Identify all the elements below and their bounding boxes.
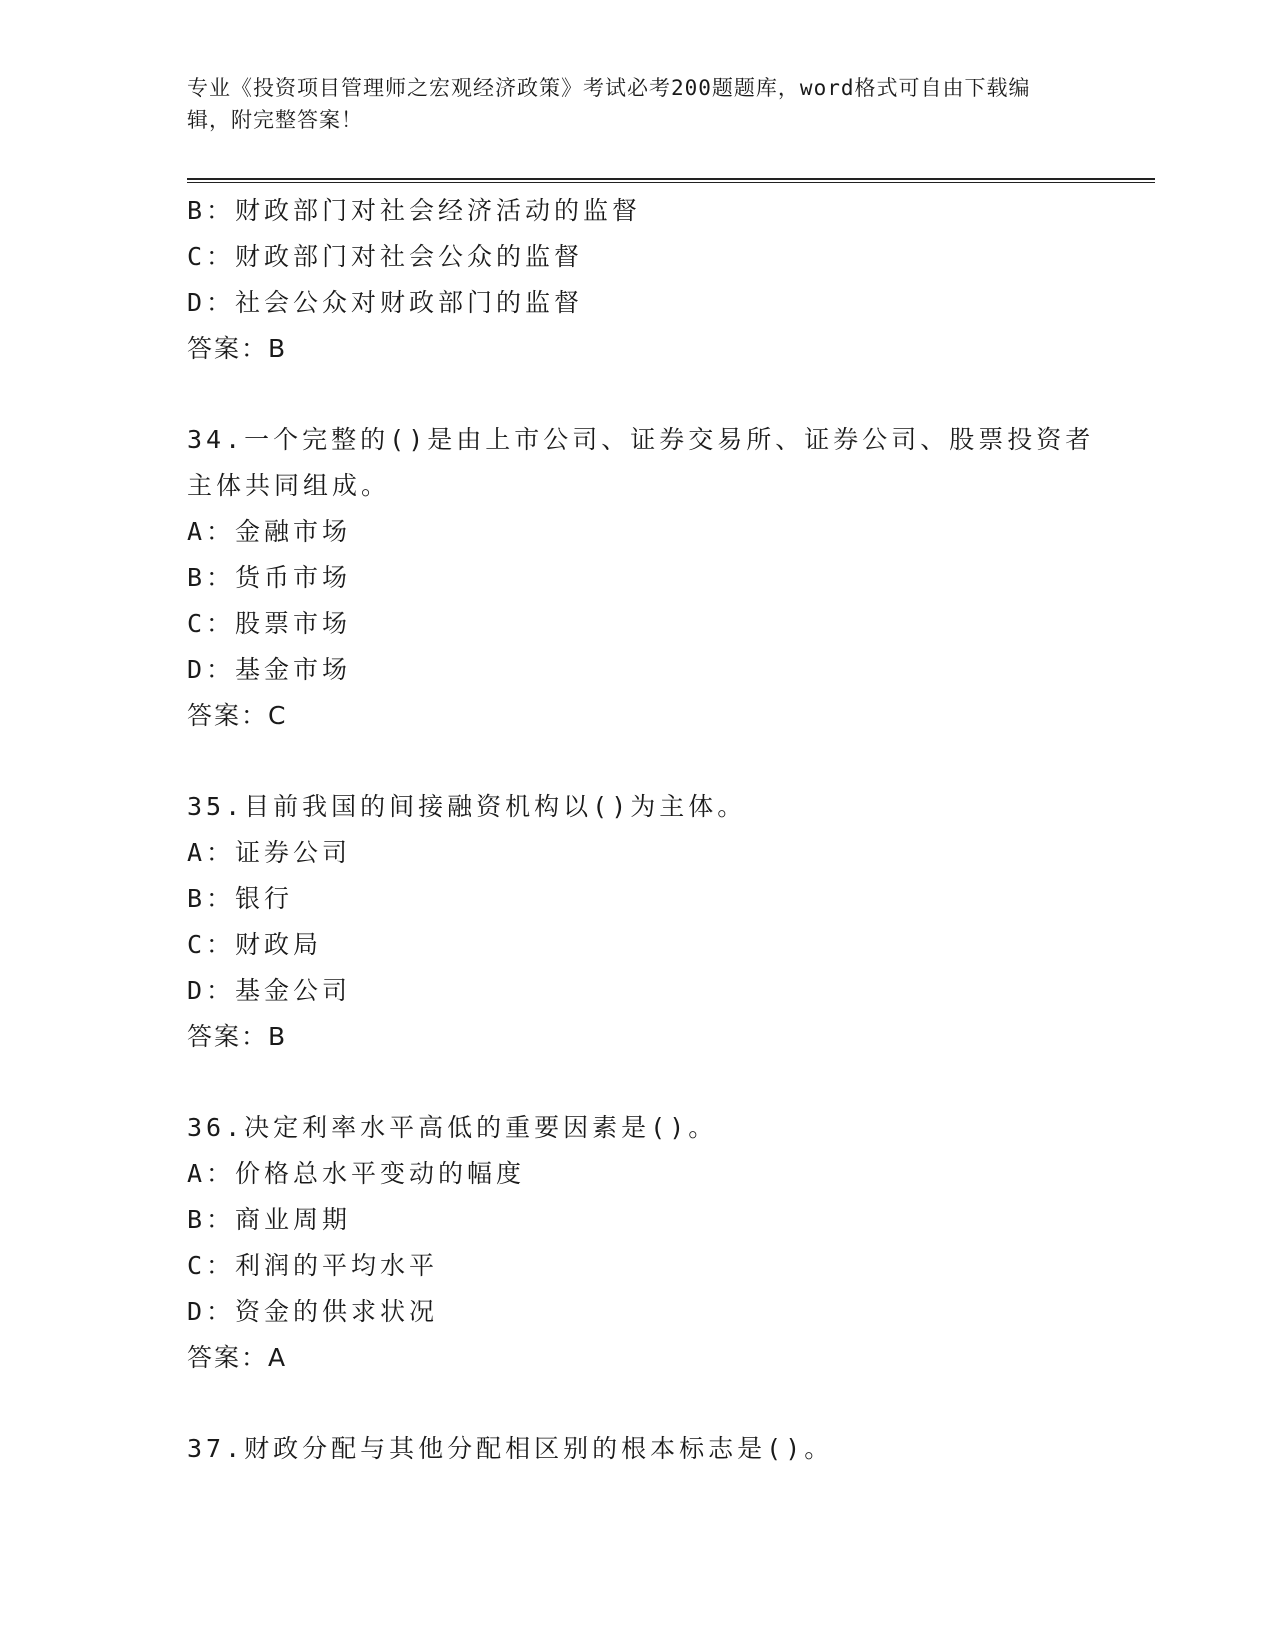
- option-a: A：证券公司: [187, 838, 352, 867]
- question-text: 35.目前我国的间接融资机构以()为主体。: [187, 792, 747, 821]
- option-d: D：资金的供求状况: [187, 1297, 439, 1326]
- question-text: 36.决定利率水平高低的重要因素是()。: [187, 1113, 718, 1142]
- option-d: D：社会公众对财政部门的监督: [187, 288, 584, 317]
- option-a: A：价格总水平变动的幅度: [187, 1159, 526, 1188]
- option-c: C：财政部门对社会公众的监督: [187, 242, 584, 271]
- option-b: B：商业周期: [187, 1205, 352, 1234]
- option-b: B：货币市场: [187, 563, 352, 592]
- document-body: [187, 188, 1095, 1472]
- option-c: C：股票市场: [187, 609, 352, 638]
- option-d: D：基金市场: [187, 655, 352, 684]
- option-c: C：利润的平均水平: [187, 1251, 439, 1280]
- question-text: 主体共同组成。: [187, 471, 391, 500]
- block-gap: [187, 1381, 1087, 1426]
- question-block-33: [187, 188, 1087, 372]
- answer: 答案：C: [187, 701, 288, 730]
- question-text: 34.一个完整的()是由上市公司、证券交易所、证券公司、股票投资者: [187, 425, 1095, 454]
- question-block-35: [187, 784, 1087, 1060]
- header-divider: [187, 178, 1155, 183]
- option-b: B：财政部门对社会经济活动的监督: [187, 196, 642, 225]
- block-gap: [187, 739, 1087, 784]
- option-c: C：财政局: [187, 930, 323, 959]
- option-b: B：银行: [187, 884, 294, 913]
- answer: 答案：A: [187, 1343, 288, 1372]
- question-block-36: [187, 1105, 1087, 1381]
- option-d: D：基金公司: [187, 976, 352, 1005]
- question-block-34: [187, 417, 1095, 739]
- document-header: [187, 72, 1067, 136]
- question-block-37: [187, 1426, 1087, 1472]
- block-gap: [187, 372, 1087, 417]
- block-gap: [187, 1060, 1087, 1105]
- answer: 答案：B: [187, 334, 288, 363]
- header-title: 专业《投资项目管理师之宏观经济政策》考试必考200题题库，word格式可自由下载编辑，附完整答案！: [187, 76, 1031, 132]
- question-text: 37.财政分配与其他分配相区别的根本标志是()。: [187, 1434, 834, 1463]
- answer: 答案：B: [187, 1022, 288, 1051]
- option-a: A：金融市场: [187, 517, 352, 546]
